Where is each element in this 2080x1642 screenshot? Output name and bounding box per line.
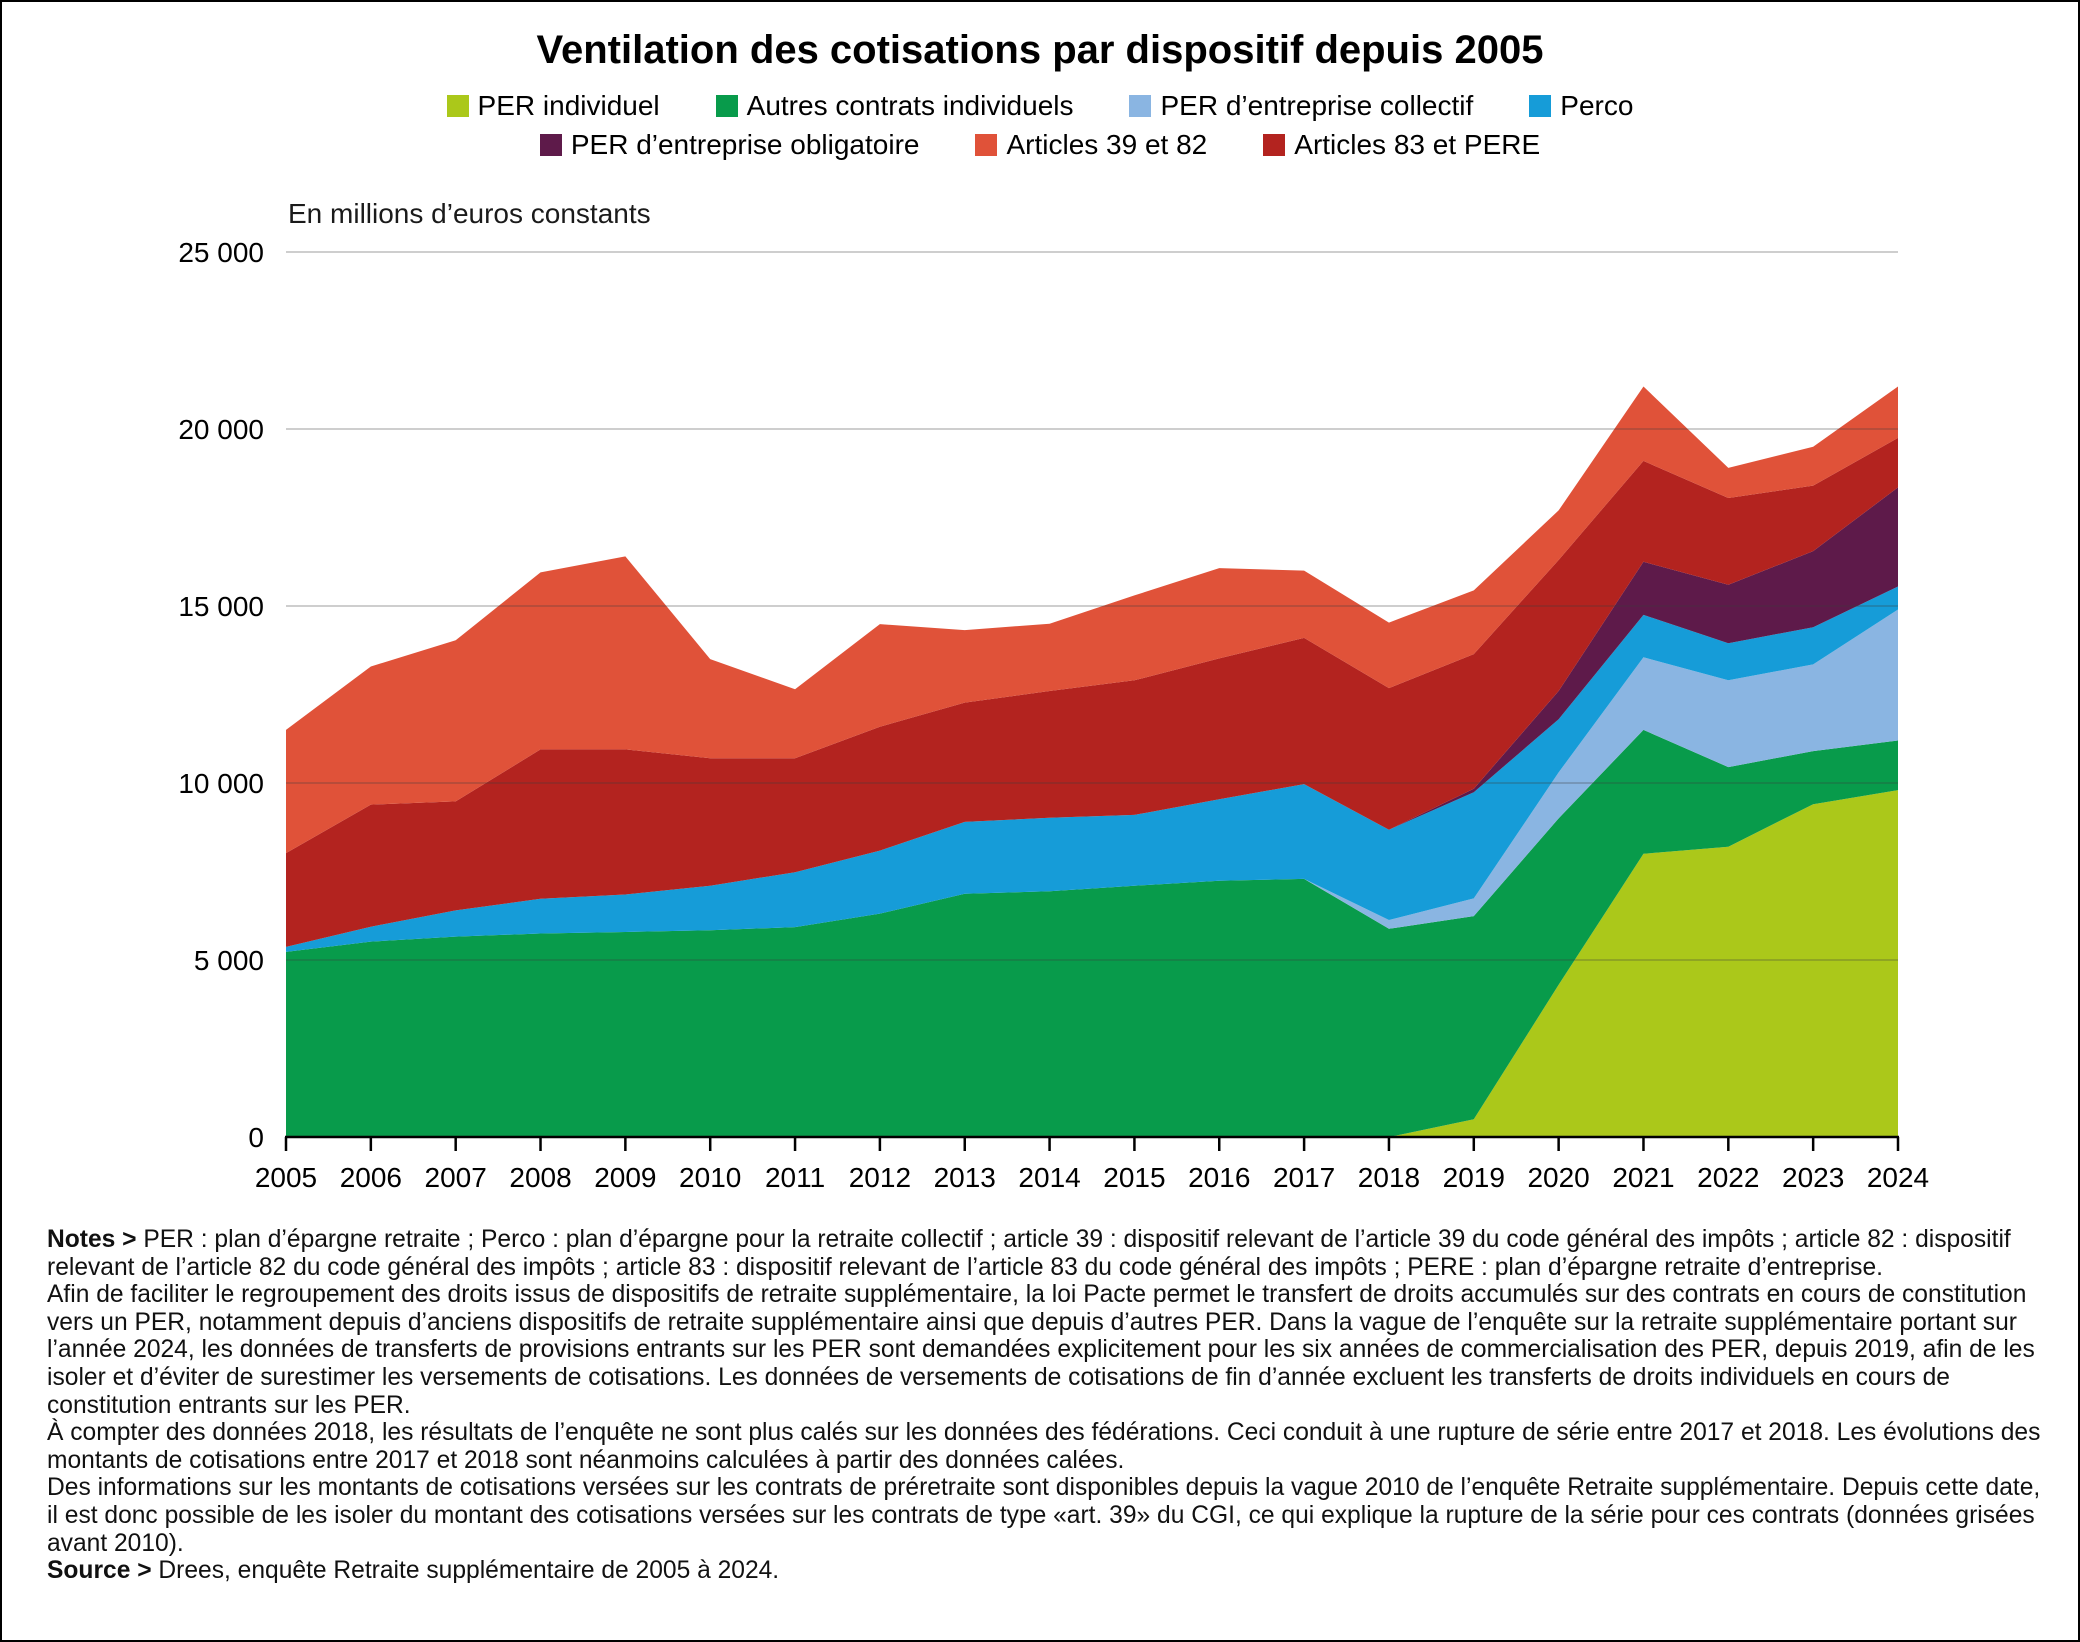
y-axis-unit-label: En millions d’euros constants	[288, 198, 651, 229]
x-tick-label-2024: 2024	[1866, 1162, 1930, 1193]
x-tick-label-2016: 2016	[1188, 1162, 1251, 1193]
x-tick-label-2017: 2017	[1272, 1162, 1336, 1193]
x-tick-label-2021: 2021	[1612, 1162, 1675, 1193]
notes-label: Notes >	[47, 1226, 144, 1253]
x-tick-label-2011: 2011	[764, 1162, 826, 1193]
legend-label: Articles 83 et PERE	[1294, 129, 1541, 160]
notes-paragraph-3: À compter des données 2018, les résultats de l’enquête ne sont plus calés sur les données des fédérations. Ceci conduit à une rupture de série entre 2017 et 2018. Les évolutions des montants de cotisations entre 2017 et 2018 sont néanmoins calculées à partir des données calées.	[47, 1419, 2041, 1474]
x-tick-label-2012: 2012	[848, 1162, 912, 1193]
x-tick-label-2020: 2020	[1527, 1162, 1590, 1193]
x-tick-label-2010: 2010	[679, 1162, 742, 1193]
legend-label: Autres contrats individuels	[746, 90, 1074, 121]
x-tick-label-2007: 2007	[424, 1162, 487, 1193]
x-tick-label-2008: 2008	[509, 1162, 572, 1193]
y-tick-label-10000: 10 000	[178, 768, 264, 799]
legend-label: PER d’entreprise obligatoire	[570, 129, 920, 160]
page-title: Ventilation des cotisations par dispositif depuis 2005	[536, 28, 1544, 72]
legend-label: Perco	[1560, 90, 1634, 121]
y-tick-label-25000: 25 000	[178, 237, 264, 268]
x-tick-label-2005: 2005	[254, 1162, 318, 1193]
notes-block	[47, 1226, 2042, 1585]
x-tick-label-2013: 2013	[933, 1162, 996, 1193]
x-tick-label-2023: 2023	[1782, 1162, 1845, 1193]
y-tick-label-0: 0	[248, 1122, 264, 1153]
x-tick-label-2009: 2009	[594, 1162, 657, 1193]
x-tick-label-2014: 2014	[1018, 1162, 1081, 1193]
x-tick-label-2006: 2006	[339, 1162, 402, 1193]
notes-paragraph-1: Notes > PER : plan d’épargne retraite ; Perco : plan d’épargne pour la retraite collectif ; article 39 : dispositif relevant de l’article 39 du code général des impôts ; article 82 : dispositif relevant de l’article 82 du code général des impôts ; article 83 : dispositif relevant de l’article 83 du code général des impôts ; PERE : plan d’épargne retraite d’entreprise.	[47, 1226, 2011, 1281]
x-tick-label-2022: 2022	[1697, 1162, 1760, 1193]
x-tick-label-2019: 2019	[1442, 1162, 1505, 1193]
y-tick-label-20000: 20 000	[178, 414, 264, 445]
notes-paragraph-4: Des informations sur les montants de cotisations versées sur les contrats de préretraite sont disponibles depuis la vague 2010 de l’enquête Retraite supplémentaire. Depuis cette date, il est donc possible de les isoler du montant des cotisations versées sur les contrats de type «art. 39» du CGI, ce qui explique la rupture de la série pour ces contrats (données grisées avant 2010).	[47, 1474, 2041, 1557]
notes-paragraph-2: Afin de faciliter le regroupement des droits issus de dispositifs de retraite supplémentaire, la loi Pacte permet le transfert de droits accumulés sur des contrats en cours de constitution vers un PER, notamment depuis d’anciens dispositifs de retraite supplémentaire ainsi que depuis d’autres PER. Dans la vague de l’enquête sur la retraite supplémentaire portant sur l’année 2024, les données de transferts de provisions entrants sur les PER sont demandées explicitement pour les six années de commercialisation des PER, depuis 2019, afin de les isoler et d’éviter de surestimer les versements de cotisations. Les données de versements de cotisations de fin d’année excluent les transferts de droits individuels en cours de constitution entrants sur les PER.	[47, 1281, 2035, 1419]
x-tick-label-2018: 2018	[1357, 1162, 1421, 1193]
legend-label: Articles 39 et 82	[1006, 129, 1208, 160]
y-tick-label-5000: 5 000	[193, 945, 264, 976]
source-label: Source >	[47, 1557, 152, 1585]
source-line: Source > Drees, enquête Retraite supplémentaire de 2005 à 2024.	[47, 1557, 780, 1585]
legend-label: PER individuel	[477, 90, 660, 121]
legend-label: PER d’entreprise collectif	[1160, 90, 1474, 121]
x-tick-label-2015: 2015	[1103, 1162, 1166, 1193]
y-tick-label-15000: 15 000	[178, 591, 264, 622]
